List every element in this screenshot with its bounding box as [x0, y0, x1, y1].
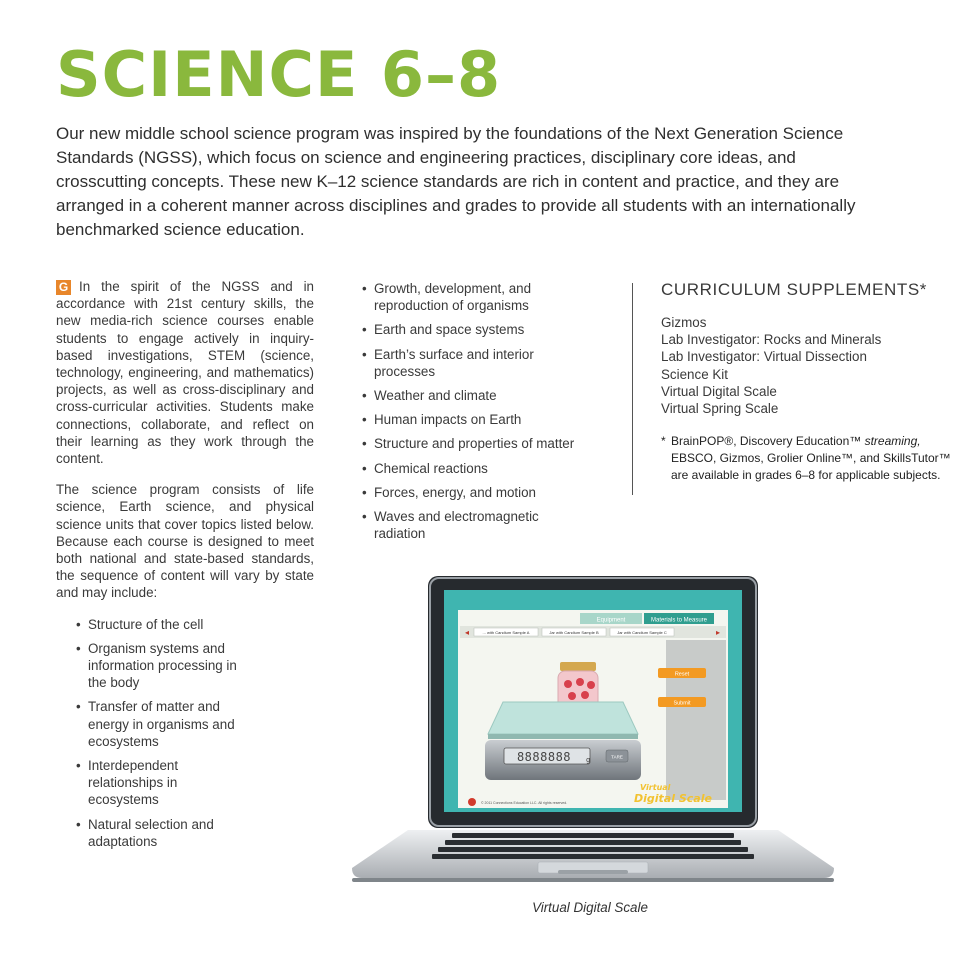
- supplements-heading: CURRICULUM SUPPLEMENTS*: [661, 280, 928, 299]
- footnote-text-a: BrainPOP®, Discovery Education™: [671, 434, 865, 449]
- list-item: • Growth, development, and reproduction of organisms: [362, 280, 554, 314]
- footnote-asterisk: *: [661, 434, 666, 449]
- list-item: • Interdependent relationships in ecosystems: [76, 757, 188, 809]
- image-caption: Virtual Digital Scale: [532, 900, 648, 915]
- list-item: • Natural selection and adaptations: [76, 816, 238, 850]
- list-item: • Forces, energy, and motion: [362, 484, 612, 501]
- scale-platform: [488, 702, 638, 734]
- g-badge-icon: G: [56, 280, 71, 295]
- list-item: • Chemical reactions: [362, 460, 612, 477]
- topic-list-2: [362, 280, 612, 542]
- tab-materials-label: Materials to Measure: [650, 617, 708, 624]
- side-panel: [666, 640, 726, 800]
- supplements-list: [661, 314, 951, 417]
- topic-list-1: [76, 616, 314, 850]
- column-1-para-2: The science program consists of life science, Earth science, and physical science units that cover topics listed below. Because each course is designed to meet both national and state-based standards, the sequence of content will vary by state and may include:: [56, 482, 314, 601]
- list-item: Virtual Digital Scale: [661, 383, 777, 399]
- list-item: Virtual Spring Scale: [661, 401, 779, 417]
- laptop-front-lip: [352, 878, 834, 882]
- list-item: • Earth and space systems: [362, 321, 612, 338]
- footnote-text-b: streaming,: [864, 434, 921, 449]
- list-item: • Waves and electromagnetic radiation: [362, 508, 564, 542]
- list-item: • Human impacts on Earth: [362, 411, 612, 428]
- column-2: [362, 280, 612, 549]
- list-item: Lab Investigator: Rocks and Minerals: [661, 332, 882, 348]
- sample-b-label: Jar with Candium Sample B: [549, 630, 599, 635]
- footnote-text-c: EBSCO, Gizmos, Grolier Online™, and SkillsTutor™ are available in grades 6–8 for applicable subjects.: [671, 451, 951, 483]
- sample-a-label: ... with Candium Sample A: [482, 630, 530, 635]
- tare-label: TARE: [611, 754, 623, 760]
- laptop-illustration: [348, 572, 838, 892]
- list-item: Lab Investigator: Virtual Dissection: [661, 349, 867, 365]
- list-item: • Structure of the cell: [76, 616, 314, 633]
- scale-readout-unit: g: [586, 756, 591, 764]
- sample-c-label: Jar with Candium Sample C: [617, 630, 667, 635]
- screen-footer: © 2011 Connections Education LLC. All rights reserved.: [481, 801, 568, 805]
- strip-left-arrow-icon[interactable]: ◂: [465, 628, 470, 637]
- list-item: Gizmos: [661, 315, 707, 330]
- intro-paragraph: Our new middle school science program was inspired by the foundations of the Next Generation Science Standards (NGSS), which focus on science and engineering practices, disciplinary core ideas, and crosscutting concepts. These new K–12 science standards are rich in content and practice, and they are arranged in a coherent manner across disciplines and grades to provide all students with an internationally benchmarked science education.: [56, 124, 856, 239]
- brand-digital-scale: Digital Scale: [634, 792, 712, 805]
- supplements-column: [661, 280, 951, 484]
- supplements-footnote: [661, 433, 951, 484]
- submit-label: Submit: [673, 700, 691, 707]
- brand-logo-icon: [468, 798, 476, 806]
- column-1: [56, 278, 314, 857]
- laptop-notch: [558, 870, 628, 874]
- list-item: • Weather and climate: [362, 387, 612, 404]
- brand-virtual: Virtual: [640, 783, 671, 792]
- list-item: • Structure and properties of matter: [362, 435, 612, 452]
- list-item: • Transfer of matter and energy in organisms and ecosystems: [76, 698, 248, 750]
- column-1-para-1: [56, 278, 314, 467]
- list-item: • Earth’s surface and interior processes: [362, 346, 559, 380]
- list-item: • Organism systems and information processing in the body: [76, 640, 238, 692]
- jar-lid: [560, 662, 596, 671]
- tab-equipment-label: Equipment: [596, 617, 626, 624]
- list-item: Science Kit: [661, 366, 728, 382]
- reset-label: Reset: [674, 671, 690, 678]
- scale-readout: 8888888: [516, 750, 572, 764]
- strip-right-arrow-icon[interactable]: ▸: [716, 628, 721, 637]
- page-title: SCIENCE 6–8: [56, 38, 502, 111]
- scale-platform-edge: [488, 734, 638, 739]
- column-divider: [632, 283, 633, 495]
- column-1-para-1-text: In the spirit of the NGSS and in accordance with 21st century skills, the new media-rich science courses enable students to engage actively in inquiry-based investigations, STEM (science, technology, engineering, and mathematics) projects, as well as cross-disciplinary and cross-curricular activities. Students make connections, collaborate, and reflect on their learning as they work through the content.: [56, 279, 314, 467]
